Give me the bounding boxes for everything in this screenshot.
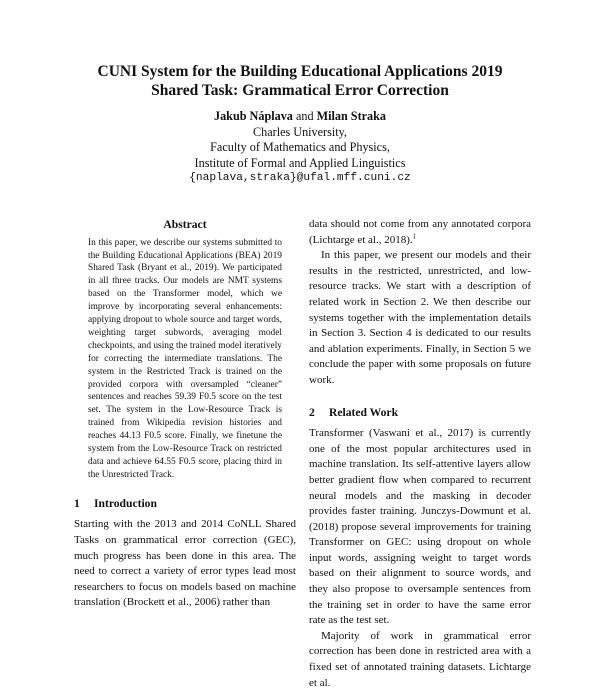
overview-paragraph: In this paper, we present our models and their results in the restricted, unrestricted, and low-resource tracks. We start with a description of related work in Section 2. We then describe our systems together with the implementation details in Section 3. Section 4 is dedicated to our results and ablation experiments. Finally, in Section 5 we conclude the paper with some proposals on future work. bbox=[309, 249, 531, 386]
author-email: {naplava,straka}@ufal.mff.cuni.cz bbox=[189, 172, 411, 184]
title-line-1: CUNI System for the Building Educational Applications 2019 bbox=[97, 63, 503, 80]
paper-title bbox=[40, 62, 560, 100]
author-block bbox=[40, 109, 560, 187]
section-heading-related-work bbox=[309, 405, 531, 421]
author-2: Milan Straka bbox=[316, 109, 387, 123]
section-title: Introduction bbox=[94, 496, 157, 510]
author-conjunction: and bbox=[295, 109, 314, 123]
section-number: 1 bbox=[74, 496, 80, 510]
related-work-paragraph-2: Majority of work in grammatical error correction has been done in restricted area with a fixed set of annotated training datasets. Lichtarge et al. bbox=[309, 629, 531, 689]
right-column bbox=[309, 217, 531, 691]
section-heading-introduction bbox=[74, 496, 296, 512]
left-column bbox=[74, 217, 296, 611]
title-line-2: Shared Task: Grammatical Error Correction bbox=[151, 82, 449, 99]
affiliation-line-3: Institute of Formal and Applied Linguistics bbox=[194, 155, 406, 170]
section-title: Related Work bbox=[329, 405, 399, 419]
continued-paragraph bbox=[309, 217, 531, 248]
footnote-marker: 1 bbox=[412, 231, 417, 240]
introduction-paragraph: Starting with the 2013 and 2014 CoNLL Shared Tasks on grammatical error correction (GEC), much progress has been done in this area. The need to correct a variety of error types lead most researchers to focus on models based on machine translation (Brockett et al., 2006) rather than bbox=[74, 518, 296, 609]
author-1: Jakub Náplava bbox=[213, 109, 293, 123]
continued-text: data should not come from any annotated corpora (Lichtarge et al., 2018). bbox=[309, 218, 531, 246]
related-work-paragraph-1: Transformer (Vaswani et al., 2017) is currently one of the most popular architectures used in machine translation. Its self-attentive layers allow better gradient flow when compared to recurrent neural models and the masking in decoder provides faster training. Junczys-Dowmunt et al. (2018) propose several improvements for training Transformer on GEC: using dropout on whole input words, assigning weight to target words based on their alignment to source words, and they also propose to oversample sentences from the training set in order to have the same error rate as the test set. bbox=[309, 427, 531, 627]
abstract-heading: Abstract bbox=[163, 218, 207, 231]
author-names bbox=[40, 109, 560, 125]
affiliation-line-2: Faculty of Mathematics and Physics, bbox=[210, 140, 390, 154]
affiliation-line-1: Charles University, bbox=[253, 124, 347, 139]
abstract-text: In this paper, we describe our systems submitted to the Building Educational Applications (BEA) 2019 Shared Task (Bryant et al., 2019). We participated in all three tracks. Our models are NMT systems based on the Transformer model, which we improve by incorporating several enhancements: applying dropout to whole source and target words, weighting target subwords, averaging model checkpoints, and using the trained model iteratively for correcting the intermediate translations. The system in the Restricted Track is trained on the provided corpora with oversampled “cleaner” sentences and reaches 59.39 F0.5 score on the test set. The system in the Low-Resource Track is trained from Wikipedia revision histories and reaches 44.13 F0.5 score. Finally, we finetune the system from the Low-Resource Track on restricted data and achieve 64.55 F0.5 score, placing third in the Unrestricted Track. bbox=[88, 237, 282, 480]
section-number: 2 bbox=[309, 405, 315, 419]
